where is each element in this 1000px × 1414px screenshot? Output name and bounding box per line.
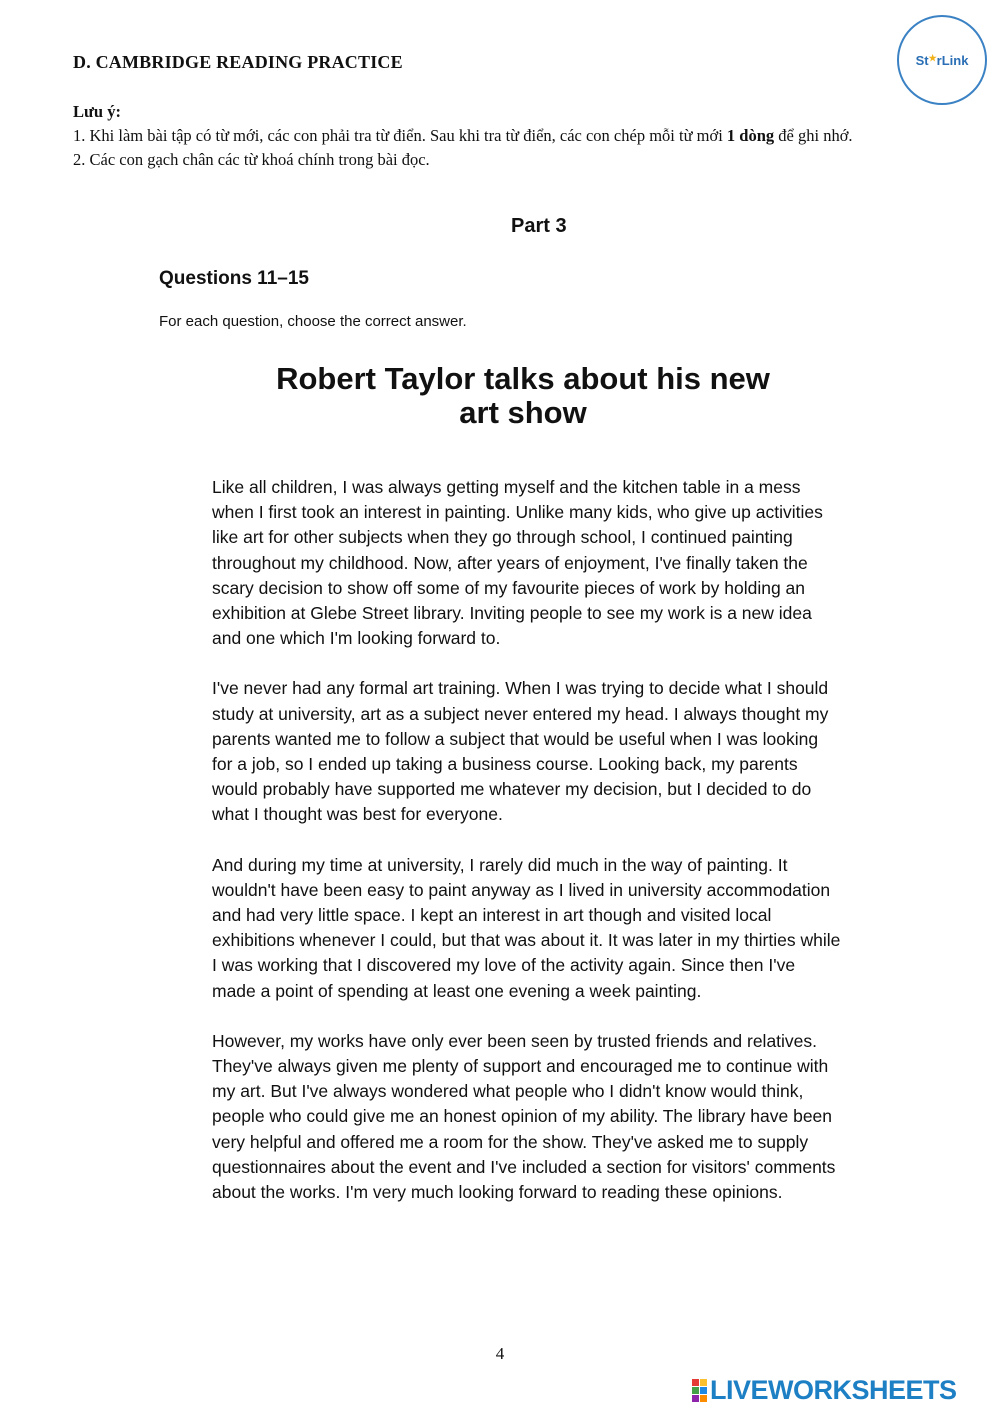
star-icon: ★ [928,52,937,63]
note-item-1-bold: 1 dòng [726,126,775,145]
logo-text: St★rLink [915,52,969,68]
liveworksheets-icon-tile [692,1379,699,1386]
article-paragraph-2: I've never had any formal art training. When I was trying to decide what I should study at university, art as a subject never entered my head. I always thought my parents wanted me to follow a subject that would be useful when I was looking for a job, so I ended up taking a business course. Looking back, my parents would probably have supported me whatever my decision, but I decided to do what I thought was best for everyone. [212,678,829,825]
liveworksheets-icon-tile [700,1395,707,1402]
notes-title: Lưu ý: [73,102,121,121]
starlink-logo [897,15,987,105]
liveworksheets-logo[interactable] [692,1375,957,1405]
liveworksheets-icon [692,1379,707,1402]
article-title: Robert Taylor talks about his new art show [276,361,770,430]
article-paragraph-4: However, my works have only ever been seen by trusted friends and relatives. They've always given me plenty of support and encouraged me to continue with my art. But I've always wondered what people who I didn't know would think, people who could give me an honest opinion of my ability. The library have been very helpful and offered me a room for the show. They've asked me to supply questionnaires about the event and I've included a section for visitors' comments about the works. I'm very much looking forward to reading these opinions. [212,1030,836,1203]
article-paragraph-3: And during my time at university, I rarely did much in the way of painting. It wouldn't have been easy to paint anyway as I lived in university accommodation and had very little space. I kept an interest in art though and visited local exhibitions whenever I could, but that was about it. It was later in my thirties while I was working that I discovered my love of the activity again. Since then I've made a point of spending at least one evening a week painting. [212,854,841,1001]
notes-block [73,100,853,172]
note-item-2: 2. Các con gạch chân các từ khoá chính trong bài đọc. [73,150,430,169]
questions-instruction: For each question, choose the correct answer. [159,313,467,330]
liveworksheets-icon-tile [692,1395,699,1402]
liveworksheets-icon-tile [700,1379,707,1386]
note-item-1: 1. Khi làm bài tập có từ mới, các con phải tra từ điển. Sau khi tra từ điển, các con chép mỗi từ mới 1 dòng để ghi nhớ. [73,126,853,145]
questions-title: Questions 11–15 [159,268,309,289]
liveworksheets-icon-tile [700,1387,707,1394]
page-number: 4 [495,1344,505,1363]
section-title: D. CAMBRIDGE READING PRACTICE [73,52,403,72]
article-paragraph-1: Like all children, I was always getting myself and the kitchen table in a mess when I first took an interest in painting. Unlike many kids, who give up activities like art for other subjects when they go through school, I continued painting throughout my childhood. Now, after years of enjoyment, I've finally taken the scary decision to show off some of my favourite pieces of work by holding an exhibition at Glebe Street library. Inviting people to see my work is a new idea and one which I'm looking forward to. [212,477,823,649]
part-title: Part 3 [511,215,567,237]
article-body [212,475,842,1230]
liveworksheets-brand: LIVEWORKSHEETS [710,1374,957,1405]
liveworksheets-icon-tile [692,1387,699,1394]
